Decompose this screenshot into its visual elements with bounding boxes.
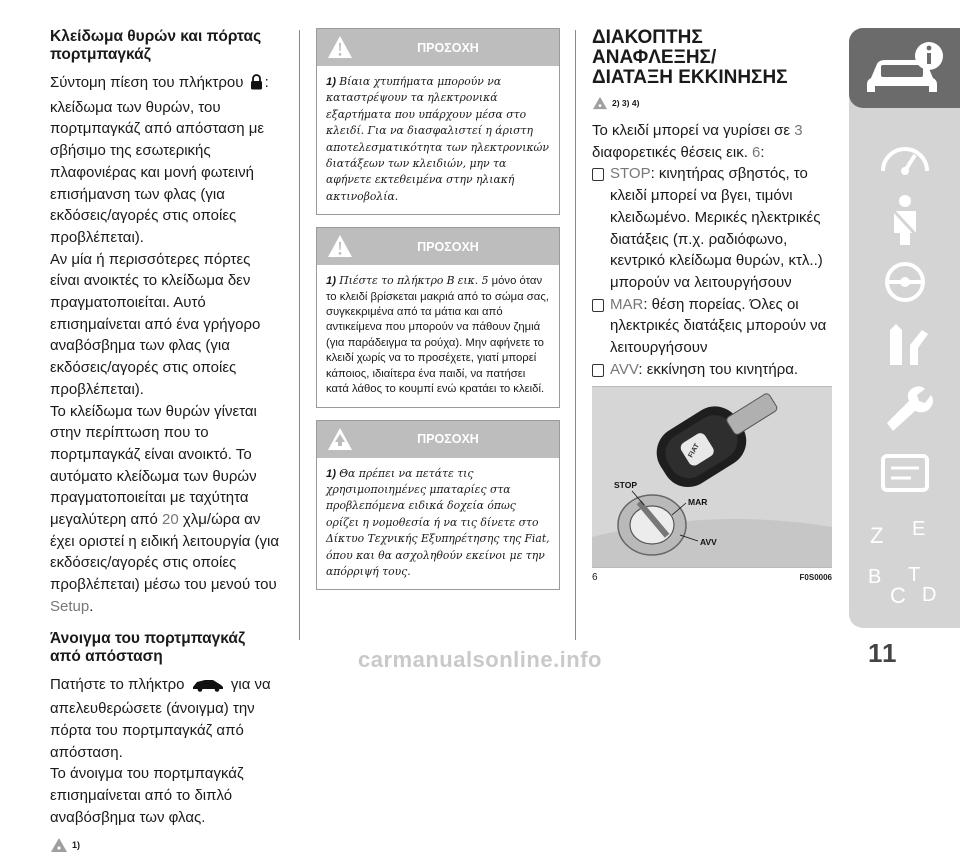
warning-triangle-icon	[50, 837, 68, 853]
column-divider-2	[575, 30, 576, 640]
title-refs	[592, 96, 832, 110]
position-stop	[592, 163, 832, 293]
warning-text	[317, 458, 559, 590]
warning-header	[317, 421, 559, 458]
alphabet-index-icon	[860, 513, 950, 623]
warning-number: 1)	[326, 467, 337, 480]
warning-body-a: Θα πρέπει να πετάτε τις χρησιμοποιημένες μπαταρίες στα προβλεπόμενα ειδικά δοχεία όπως ορίζει η νομοθεσία ή να τις δίνετε στο Δίκτυο Τεχνικής Εξυπηρέτησης της	[326, 466, 539, 546]
intro-a: Το κλειδί μπορεί να γυρίσει σε	[592, 122, 791, 139]
figure-ref: εικ. 5	[457, 274, 489, 288]
warning-text	[317, 66, 559, 214]
brand-name: Fiat	[524, 532, 547, 546]
ignition-key-illustration	[592, 387, 832, 567]
column-divider-1	[299, 30, 300, 640]
dashboard-gauge-icon	[875, 133, 935, 178]
warning-triangle-icon	[327, 35, 353, 59]
paragraph-doors-open: Αν μία ή περισσότερες πόρτες είναι ανοικτές το κλείδωμα δεν πραγματοποιείται. Αυτό επισημαίνεται από ένα γρήγορο αναβόσβημα των φλας (για εκδόσεις/αγορές στις οποίες προβλέπεται).	[50, 250, 261, 398]
index-letter: E	[911, 518, 925, 540]
warning-text	[317, 265, 559, 406]
seatbelt-icon	[880, 193, 930, 248]
paragraph-lock	[50, 72, 280, 249]
sidebar-tab-safety[interactable]	[849, 193, 960, 248]
watermark: carmanualsonline.info	[358, 647, 602, 672]
position-key: AVV	[610, 360, 639, 378]
index-letter: D	[921, 584, 936, 606]
page-number: 11	[868, 638, 898, 668]
fiat-logo-label: FIAT	[687, 442, 702, 460]
emergency-tools-icon	[870, 320, 940, 370]
sidebar-tab-dashboard[interactable]	[849, 133, 960, 178]
intro-b: διαφορετικές θέσεις εικ.	[592, 143, 748, 161]
position-mar	[592, 294, 832, 359]
warning-triangle-icon	[327, 234, 353, 258]
warning-body-b: , όπου και θα ασχοληθούν εκείνοι με την απόρριψή τους.	[326, 532, 550, 578]
warning-number: 1)	[326, 275, 337, 288]
chapter-sidebar	[849, 28, 960, 628]
bullet-box-icon	[592, 299, 604, 312]
sidebar-tab-specs[interactable]	[849, 448, 960, 498]
positions-count: 3	[794, 122, 803, 139]
p3-text-a: Το κλείδωμα των θυρών γίνεται στην περίπτωση που το πορτμπαγκάζ είναι ανοικτό. Το αυτόματο κλείδωμα των θυρών πραγματοποιείται με ταχύτητα μεγαλύτερη από	[50, 402, 257, 529]
p4-text-b: για να απελευθερώσετε (άνοιγμα) την πόρτα του πορτμπαγκάζ από απόσταση.	[50, 675, 271, 761]
p1-text-c: κλείδωμα των θυρών, του πορτμπαγκάζ από απόσταση με σβήσιμο της εσωτερικής πλαφονιέρας και μονή φωτεινή επισήμανση των φλας (για εκδόσεις/αγορές στις οποίες προβλέπεται).	[50, 98, 265, 246]
padlock-icon	[250, 74, 263, 97]
bullet-box-icon	[592, 364, 604, 377]
paragraph-trunk-open	[50, 674, 280, 764]
car-info-icon	[849, 28, 960, 108]
trunk-car-icon	[191, 677, 225, 699]
warning-box-3	[316, 420, 560, 591]
position-key: MAR	[610, 295, 644, 313]
paragraph-auto-lock	[50, 401, 280, 618]
position-desc: : κινητήρας σβηστός, το κλειδί μπορεί να βγει, τιμόνι κλειδωμένο. Μερικές ηλεκτρικές διατάξεις (π.χ. ραδιόφωνο, κεντρικό κλείδωμα θυρών, κτλ..) μπορούν να λειτουργήσουν	[610, 165, 823, 291]
warning-title: ΠΡΟΣΟΧΗ	[417, 40, 479, 55]
p4-text-a: Πατήστε το πλήκτρο	[50, 675, 185, 693]
sidebar-tab-maintenance[interactable]	[849, 383, 960, 433]
note-ref	[50, 837, 280, 853]
position-avv	[592, 359, 832, 381]
column-middle	[316, 28, 558, 602]
tech-specs-icon	[875, 448, 935, 498]
index-letter: B	[867, 566, 881, 588]
position-desc: : θέση πορείας. Όλες οι ηλεκτρικές διατάξεις μπορούν να λειτουργήσουν	[610, 295, 827, 357]
section-title-trunk: Άνοιγμα του πορτμπαγκάζ από απόσταση	[50, 629, 246, 665]
sidebar-tab-car-info[interactable]	[849, 28, 960, 108]
warning-triangle-icon	[592, 96, 608, 110]
warning-title: ΠΡΟΣΟΧΗ	[417, 239, 479, 254]
warning-body: Βίαια χτυπήματα μπορούν να καταστρέψουν τα ηλεκτρονικά εξαρτήματα που υπάρχουν μέσα στο κλειδί. Για να διασφαλιστεί η άριστη αποτελεσματικότητα των ηλεκτρονικών διατάξεων των κλειδιών, μην τα αφήνετε εκτεθειμένα στην ηλιακή ακτινοβολία.	[326, 75, 549, 203]
warning-title: ΠΡΟΣΟΧΗ	[417, 432, 479, 446]
column-right	[592, 27, 832, 584]
intro-c: :	[760, 143, 765, 161]
steering-wheel-icon	[870, 260, 940, 305]
figure-number: 6	[592, 572, 598, 584]
button-ref: B	[446, 274, 455, 288]
ignition-figure	[592, 386, 832, 584]
setup-menu-ref: Setup	[50, 597, 90, 615]
label-stop: STOP	[614, 480, 637, 491]
section-title-lock: Κλείδωμα θυρών και πόρτας πορτμπαγκάζ	[50, 28, 262, 63]
column-left	[50, 28, 280, 853]
warning-pre: Πιέστε το πλήκτρο	[339, 274, 444, 288]
sidebar-tab-emergency[interactable]	[849, 320, 960, 370]
position-key: STOP	[610, 165, 651, 183]
position-desc: : εκκίνηση του κινητήρα.	[638, 360, 799, 378]
environment-triangle-icon	[327, 427, 353, 451]
index-letter: C	[889, 583, 906, 608]
index-letter: T	[907, 564, 920, 586]
warning-body: μόνο όταν το κλειδί βρίσκεται μακριά από το σώμα σας, συγκεκριμένα από τα μάτια και από αντικείμενα που μπορούν να πάθουν ζημιά (για παράδειγμα τα ρούχα). Μην αφήνετε το κλειδί χωρίς να το προσέχετε, γιατί μπορεί κάποιος, ιδιαίτερα ένα παιδί, να πατήσει κατά λάθος το κουμπί ενώ κρατάει το κλειδί.	[326, 275, 549, 396]
speed-value: 20	[162, 511, 179, 529]
paragraph-trunk-signal: Το άνοιγμα του πορτμπαγκάζ επισημαίνεται από το διπλό αναβόσβημα των φλας.	[50, 765, 244, 826]
p3-text-b: χλμ/ώρα αν έχει οριστεί η ειδική λειτουργία (για εκδόσεις/αγορές στις οποίες προβλέπεται) μέσω του μενού του	[50, 511, 280, 594]
sidebar-tab-index[interactable]	[849, 513, 960, 623]
figure-ref: 6	[752, 143, 761, 161]
warning-header	[317, 228, 559, 265]
note-number: 1)	[72, 839, 81, 850]
index-letter: Z	[869, 523, 883, 548]
warning-header	[317, 29, 559, 66]
bullet-box-icon	[592, 168, 604, 181]
p3-end: .	[89, 597, 94, 615]
figure-code: F0S0006	[799, 573, 832, 583]
label-avv: AVV	[700, 537, 717, 548]
sidebar-tab-starting[interactable]	[849, 260, 960, 305]
warning-number: 1)	[326, 76, 337, 88]
ignition-title: ΔΙΑΚΟΠΤΗΣ ΑΝΑΦΛΕΞΗΣ/ΔΙΑΤΑΞΗ ΕΚΚΙΝΗΣΗΣ	[592, 27, 788, 88]
warning-box-2	[316, 227, 560, 407]
label-mar: MAR	[688, 497, 708, 508]
warning-box-1	[316, 28, 560, 215]
ignition-intro	[592, 120, 832, 163]
p1-text-b: :	[264, 74, 269, 91]
p1-text-a: Σύντομη πίεση του πλήκτρου	[50, 74, 244, 91]
wrench-icon	[875, 383, 935, 433]
title-refs-text: 2) 3) 4)	[612, 98, 640, 108]
